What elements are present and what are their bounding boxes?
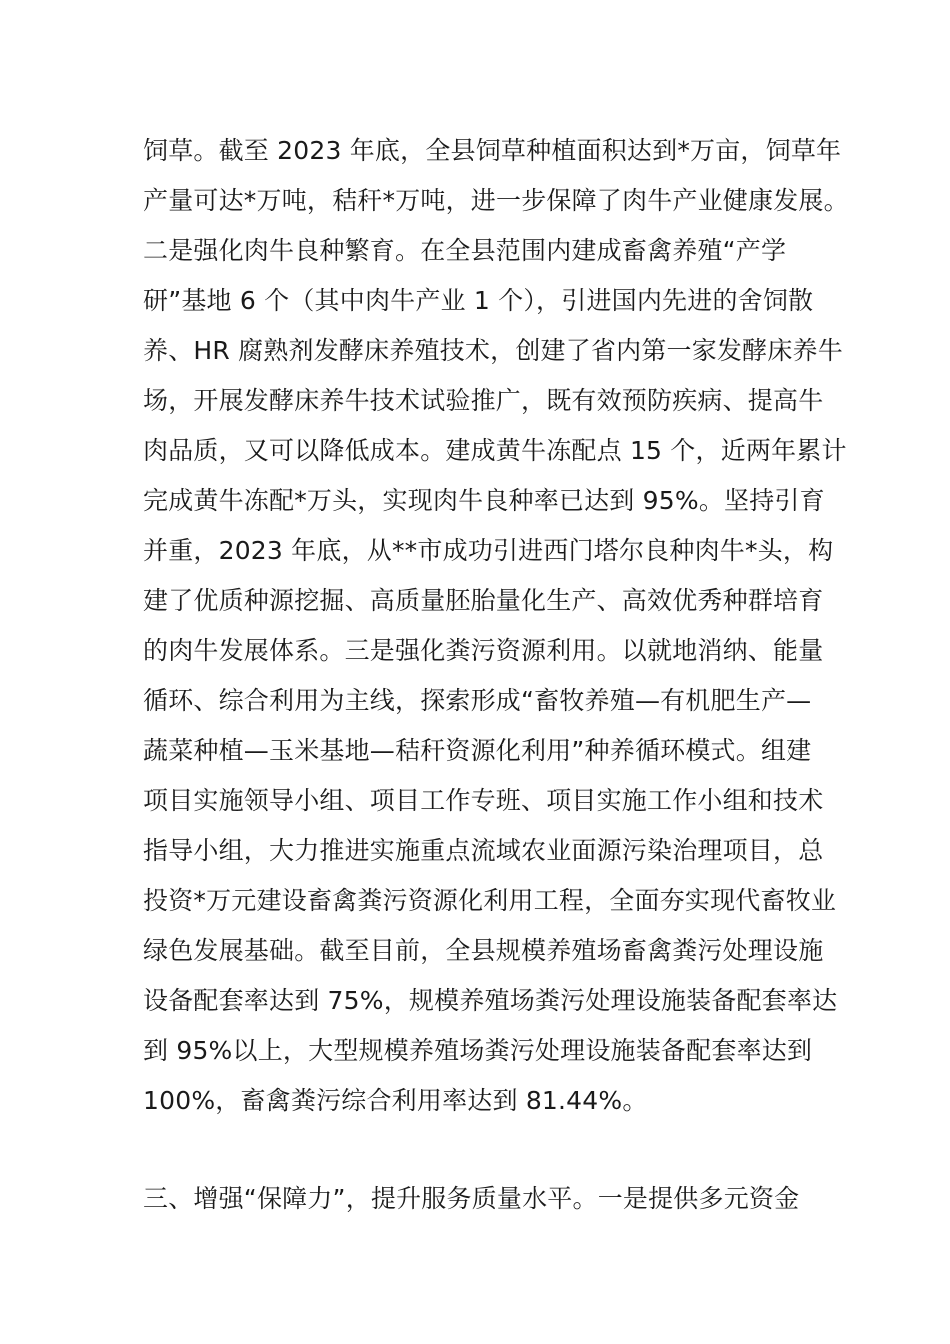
body-line-6: 场，开展发酵床养牛技术试验推广，既有效预防疾病、提高牛 [143,386,824,415]
body-line-7: 肉品质，又可以降低成本。建成黄牛冻配点 15 个，近两年累计 [143,436,847,465]
body-line-13: 蔬菜种植—玉米基地—秸秆资源化利用”种养循环模式。组建 [143,736,812,765]
section-heading: 三、增强“保障力”，提升服务质量水平。一是提供多元资金 [143,1184,800,1213]
body-line-17: 绿色发展基础。截至目前，全县规模养殖场畜禽粪污处理设施 [143,936,824,965]
body-line-14: 项目实施领导小组、项目工作专班、项目实施工作小组和技术 [143,786,824,815]
body-line-16: 投资*万元建设畜禽粪污资源化利用工程，全面夯实现代畜牧业 [143,886,837,915]
body-line-19: 到 95%以上，大型规模养殖场粪污处理设施装备配套率达到 [143,1036,813,1065]
body-line-20: 100%，畜禽粪污综合利用率达到 81.44%。 [143,1086,648,1115]
body-line-5: 养、HR 腐熟剂发酵床养殖技术，创建了省内第一家发酵床养牛 [143,336,843,365]
body-line-11: 的肉牛发展体系。三是强化粪污资源利用。以就地消纳、能量 [143,636,824,665]
body-line-2: 产量可达*万吨，秸秆*万吨，进一步保障了肉牛产业健康发展。 [143,186,849,215]
body-line-3: 二是强化肉牛良种繁育。在全县范围内建成畜禽养殖“产学 [143,236,787,265]
body-line-1: 饲草。截至 2023 年底，全县饲草种植面积达到*万亩，饲草年 [143,136,842,165]
body-line-12: 循环、综合利用为主线，探索形成“畜牧养殖—有机肥生产— [143,686,812,715]
body-line-10: 建了优质种源挖掘、高质量胚胎量化生产、高效优秀种群培育 [143,586,824,615]
body-line-15: 指导小组，大力推进实施重点流域农业面源污染治理项目，总 [143,836,824,865]
body-line-18: 设备配套率达到 75%，规模养殖场粪污处理设施装备配套率达 [143,986,838,1015]
body-line-8: 完成黄牛冻配*万头，实现肉牛良种率已达到 95%。坚持引育 [143,486,825,515]
body-line-9: 并重，2023 年底，从**市成功引进西门塔尔良种肉牛*头，构 [143,536,834,565]
body-line-4: 研”基地 6 个（其中肉牛产业 1 个），引进国内先进的舍饲散 [143,286,814,315]
